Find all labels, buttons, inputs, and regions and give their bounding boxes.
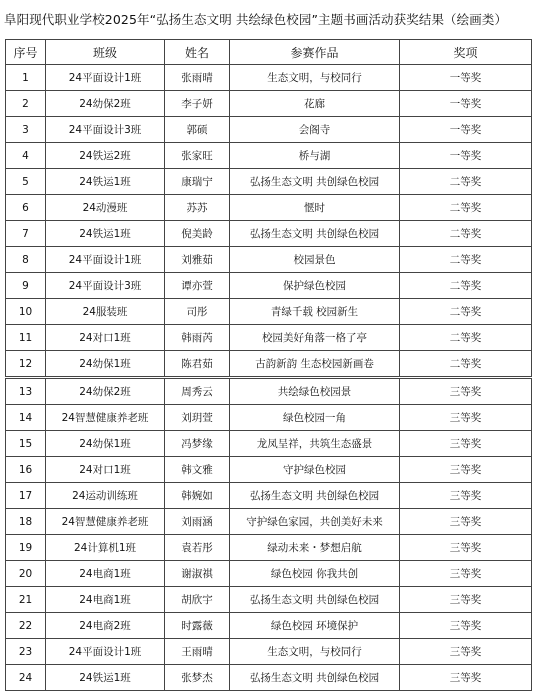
cell-student-name: 韩文雅 [165,457,230,483]
cell-prize: 三等奖 [400,483,532,509]
cell-work-title: 惬时 [230,195,400,221]
table-row [6,247,532,273]
cell-work-title: 绿色校园 环境保护 [230,613,400,639]
cell-index: 19 [6,535,46,561]
cell-class: 24幼保2班 [46,91,165,117]
cell-prize: 三等奖 [400,431,532,457]
cell-class: 24运动训练班 [46,483,165,509]
column-header-class: 班级 [46,40,165,65]
cell-prize: 三等奖 [400,587,532,613]
document-title: 阜阳现代职业学校2025年“弘扬生态文明 共绘绿色校园”主题书画活动获奖结果（绘画类） [4,12,508,27]
awards-table [5,39,532,691]
cell-prize: 二等奖 [400,351,532,378]
cell-student-name: 郭硕 [165,117,230,143]
cell-prize: 二等奖 [400,299,532,325]
cell-index: 22 [6,613,46,639]
cell-student-name: 胡欣宇 [165,587,230,613]
cell-work-title: 绿色校园 你我共创 [230,561,400,587]
cell-index: 23 [6,639,46,665]
cell-index: 11 [6,325,46,351]
cell-work-title: 弘扬生态文明 共创绿色校园 [230,483,400,509]
table-row [6,143,532,169]
cell-student-name: 刘雨涵 [165,509,230,535]
cell-index: 9 [6,273,46,299]
cell-student-name: 韩婉如 [165,483,230,509]
table-row [6,221,532,247]
table-row [6,169,532,195]
column-header-prize: 奖项 [400,40,532,65]
table-row [6,325,532,351]
cell-student-name: 司彤 [165,299,230,325]
cell-work-title: 共绘绿色校园景 [230,378,400,405]
cell-class: 24平面设计1班 [46,65,165,91]
table-body [6,65,532,691]
cell-student-name: 冯梦缘 [165,431,230,457]
cell-prize: 二等奖 [400,273,532,299]
column-header-work: 参赛作品 [230,40,400,65]
cell-student-name: 周秀云 [165,378,230,405]
cell-student-name: 韩雨芮 [165,325,230,351]
cell-index: 3 [6,117,46,143]
cell-student-name: 王雨晴 [165,639,230,665]
table-header [6,40,532,65]
cell-class: 24服装班 [46,299,165,325]
cell-index: 20 [6,561,46,587]
table-row [6,351,532,378]
cell-index: 5 [6,169,46,195]
column-header-index: 序号 [6,40,46,65]
cell-prize: 三等奖 [400,405,532,431]
cell-student-name: 时露薇 [165,613,230,639]
cell-student-name: 谢淑祺 [165,561,230,587]
cell-class: 24电商1班 [46,587,165,613]
table-row [6,535,532,561]
cell-class: 24铁运1班 [46,221,165,247]
cell-index: 12 [6,351,46,378]
table-row [6,587,532,613]
cell-class: 24铁运1班 [46,169,165,195]
column-header-name: 姓名 [165,40,230,65]
cell-index: 8 [6,247,46,273]
cell-class: 24铁运1班 [46,665,165,691]
cell-student-name: 康瑞宁 [165,169,230,195]
cell-class: 24幼保1班 [46,431,165,457]
cell-class: 24智慧健康养老班 [46,509,165,535]
table-row [6,91,532,117]
cell-work-title: 保护绿色校园 [230,273,400,299]
cell-work-title: 绿动未来・梦想启航 [230,535,400,561]
table-row [6,483,532,509]
cell-prize: 一等奖 [400,65,532,91]
cell-work-title: 会阁寺 [230,117,400,143]
cell-class: 24电商1班 [46,561,165,587]
cell-prize: 三等奖 [400,509,532,535]
cell-index: 6 [6,195,46,221]
cell-student-name: 刘玥萱 [165,405,230,431]
cell-student-name: 苏苏 [165,195,230,221]
cell-class: 24铁运2班 [46,143,165,169]
cell-work-title: 校园美好角落一格了亭 [230,325,400,351]
table-row [6,639,532,665]
cell-class: 24对口1班 [46,325,165,351]
cell-prize: 二等奖 [400,325,532,351]
cell-index: 14 [6,405,46,431]
table-row [6,665,532,691]
cell-index: 17 [6,483,46,509]
cell-prize: 三等奖 [400,378,532,405]
table-row [6,195,532,221]
cell-work-title: 弘扬生态文明 共创绿色校园 [230,221,400,247]
cell-work-title: 龙凤呈祥，共筑生态盛景 [230,431,400,457]
cell-index: 16 [6,457,46,483]
cell-work-title: 生态文明，与校同行 [230,639,400,665]
cell-index: 4 [6,143,46,169]
cell-work-title: 守护绿色校园 [230,457,400,483]
cell-class: 24电商2班 [46,613,165,639]
cell-class: 24对口1班 [46,457,165,483]
cell-work-title: 花廊 [230,91,400,117]
cell-class: 24平面设计3班 [46,273,165,299]
cell-prize: 三等奖 [400,639,532,665]
table-row [6,65,532,91]
cell-index: 21 [6,587,46,613]
table-row [6,509,532,535]
cell-work-title: 绿色校园一角 [230,405,400,431]
cell-class: 24计算机1班 [46,535,165,561]
cell-class: 24平面设计3班 [46,117,165,143]
cell-work-title: 弘扬生态文明 共创绿色校园 [230,169,400,195]
cell-work-title: 桥与湖 [230,143,400,169]
cell-index: 18 [6,509,46,535]
header-row [6,40,532,65]
cell-prize: 一等奖 [400,117,532,143]
cell-work-title: 生态文明，与校同行 [230,65,400,91]
cell-index: 13 [6,378,46,405]
cell-work-title: 古韵新韵 生态校园新画卷 [230,351,400,378]
cell-prize: 二等奖 [400,247,532,273]
table-row [6,457,532,483]
cell-prize: 二等奖 [400,195,532,221]
cell-work-title: 青绿千载 校园新生 [230,299,400,325]
table-row [6,405,532,431]
cell-prize: 一等奖 [400,143,532,169]
cell-class: 24幼保2班 [46,378,165,405]
cell-student-name: 陈君茹 [165,351,230,378]
cell-index: 15 [6,431,46,457]
cell-class: 24平面设计1班 [46,639,165,665]
cell-prize: 三等奖 [400,561,532,587]
cell-prize: 二等奖 [400,221,532,247]
cell-prize: 三等奖 [400,665,532,691]
cell-student-name: 袁若彤 [165,535,230,561]
cell-work-title: 弘扬生态文明 共创绿色校园 [230,665,400,691]
cell-student-name: 倪美龄 [165,221,230,247]
table-row [6,613,532,639]
cell-index: 24 [6,665,46,691]
cell-index: 10 [6,299,46,325]
cell-class: 24动漫班 [46,195,165,221]
cell-prize: 二等奖 [400,169,532,195]
cell-class: 24智慧健康养老班 [46,405,165,431]
cell-work-title: 守护绿色家园，共创美好未来 [230,509,400,535]
cell-student-name: 张雨晴 [165,65,230,91]
table-row [6,431,532,457]
cell-index: 2 [6,91,46,117]
cell-prize: 三等奖 [400,457,532,483]
cell-prize: 三等奖 [400,613,532,639]
cell-work-title: 校园景色 [230,247,400,273]
cell-prize: 三等奖 [400,535,532,561]
cell-index: 1 [6,65,46,91]
table-row [6,117,532,143]
table-row [6,378,532,405]
cell-prize: 一等奖 [400,91,532,117]
cell-student-name: 张梦杰 [165,665,230,691]
table-row [6,299,532,325]
cell-student-name: 谭亦萱 [165,273,230,299]
cell-index: 7 [6,221,46,247]
cell-class: 24平面设计1班 [46,247,165,273]
cell-work-title: 弘扬生态文明 共创绿色校园 [230,587,400,613]
cell-student-name: 刘雅茹 [165,247,230,273]
table-row [6,273,532,299]
cell-class: 24幼保1班 [46,351,165,378]
cell-student-name: 张家旺 [165,143,230,169]
cell-student-name: 李子妍 [165,91,230,117]
table-row [6,561,532,587]
